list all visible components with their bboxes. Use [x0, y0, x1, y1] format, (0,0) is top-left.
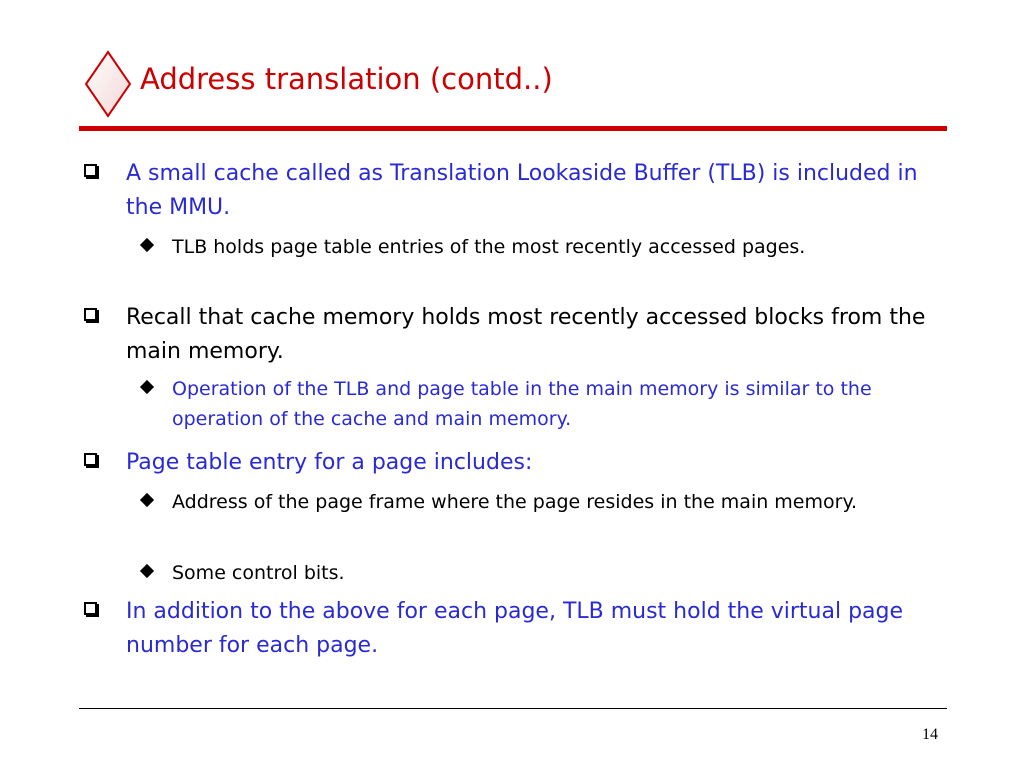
- sub-bullet-text: Operation of the TLB and page table in the main memory is similar to the operation of the cache and main memory.: [172, 378, 872, 430]
- filled-diamond-bullet-icon: [140, 564, 154, 578]
- diamond-logo-icon: [84, 50, 132, 118]
- bullet-text: In addition to the above for each page, TLB must hold the virtual page number for each page.: [126, 599, 904, 658]
- bullet-text: Page table entry for a page includes:: [126, 450, 533, 475]
- bullet-text: A small cache called as Translation Lookaside Buffer (TLB) is included in the MMU.: [126, 161, 918, 220]
- slide-title: Address translation (contd..): [140, 62, 553, 96]
- bullet-text: Recall that cache memory holds most recently accessed blocks from the main memory.: [126, 305, 926, 364]
- filled-diamond-bullet-icon: [140, 380, 154, 394]
- title-underline: [79, 126, 947, 131]
- footer-divider: [79, 708, 947, 709]
- hollow-square-bullet-icon: [84, 164, 97, 177]
- sub-bullet-text: TLB holds page table entries of the most recently accessed pages.: [172, 236, 806, 258]
- hollow-square-bullet-icon: [84, 453, 97, 466]
- filled-diamond-bullet-icon: [140, 238, 154, 252]
- filled-diamond-bullet-icon: [140, 493, 154, 507]
- sub-bullet-text: Some control bits.: [172, 562, 345, 584]
- hollow-square-bullet-icon: [84, 308, 97, 321]
- page-number: 14: [922, 726, 938, 743]
- hollow-square-bullet-icon: [84, 602, 97, 615]
- sub-bullet-text: Address of the page frame where the page resides in the main memory.: [172, 491, 858, 513]
